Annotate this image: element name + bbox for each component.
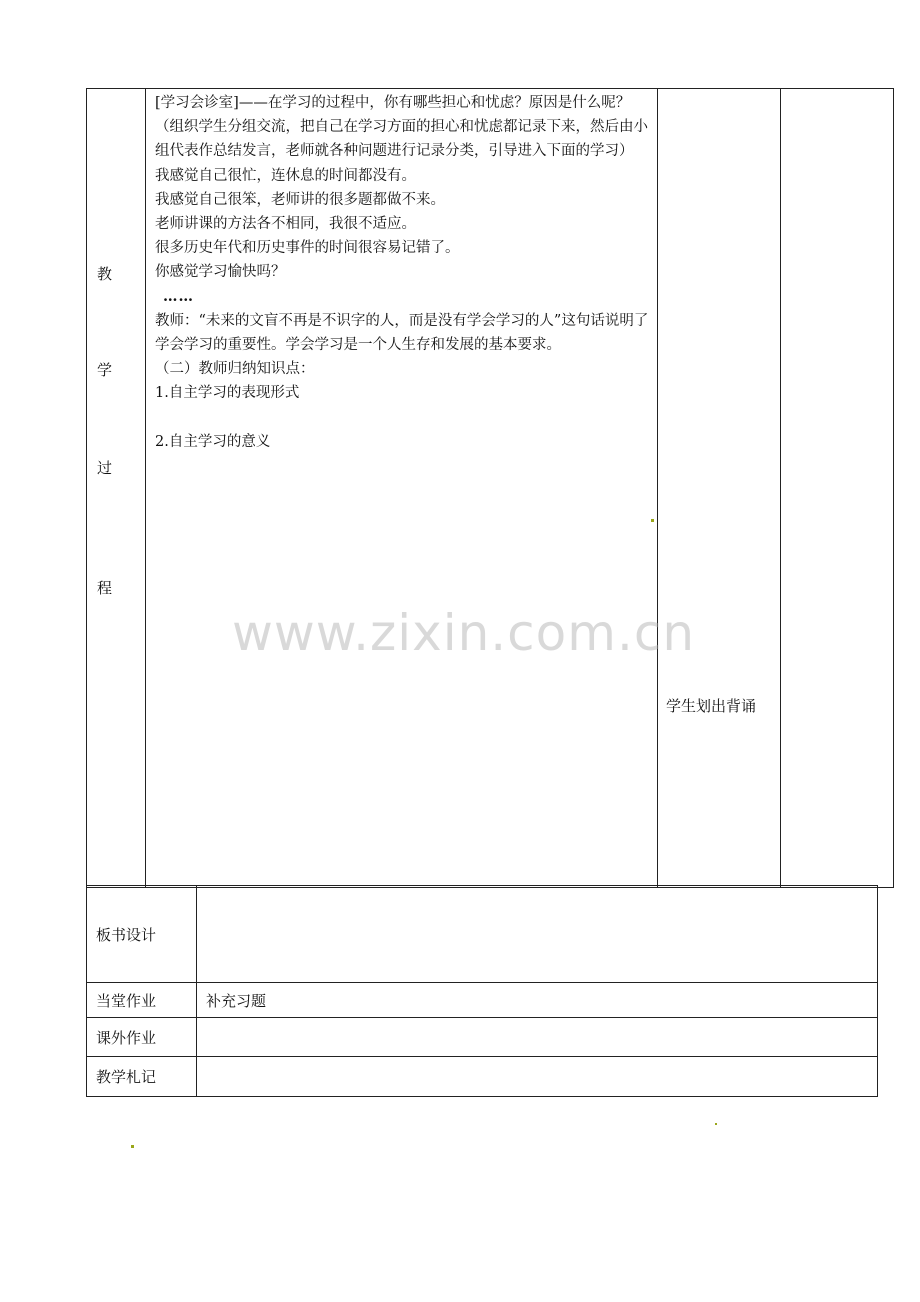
process-content-cell (146, 89, 658, 888)
teaching-notes-value (197, 1057, 878, 1097)
process-label-char-2: 学 (97, 361, 113, 379)
class-homework-row (87, 983, 878, 1018)
board-design-label: 板书设计 (87, 886, 197, 983)
knowledge-point-2: 2.自主学习的意义 (155, 433, 271, 450)
board-design-row (87, 886, 878, 983)
process-row (87, 89, 894, 888)
group-instruction: （组织学生分组交流，把自己在学习方面的担心和忧虑都记录下来，然后由小组代表作总结发言，老师就各种问题进行记录分类，引导进入下面的学习） (155, 119, 648, 160)
lesson-summary-table (86, 885, 878, 1097)
teacher-quote: 教师：“未来的文盲不再是不识字的人，而是没有学会学习的人”这句话说明了学会学习的重要性。学会学习是一个人生存和发展的基本要求。 (155, 312, 649, 354)
extra-homework-label: 课外作业 (87, 1018, 197, 1057)
knowledge-point-1: 1.自主学习的表现形式 (155, 385, 300, 402)
process-label-char-1: 教 (97, 265, 113, 283)
section-heading: [学习会诊室]——在学习的过程中，你有哪些担心和忧虑？原因是什么呢？ (155, 95, 631, 111)
speck-mark (651, 519, 654, 522)
concern-line-3: 老师讲课的方法各不相同，我很不适应。 (155, 216, 416, 233)
process-label-cell (87, 89, 146, 888)
teaching-notes-label: 教学札记 (87, 1057, 197, 1097)
speck-mark (131, 1145, 134, 1148)
ellipsis: …… (163, 287, 194, 305)
concern-line-4: 很多历史年代和历史事件的时间很容易记错了。 (155, 240, 460, 257)
student-activity-note: 学生划出背诵 (666, 697, 757, 715)
extra-homework-value (197, 1018, 878, 1057)
teaching-notes-row (87, 1057, 878, 1097)
lesson-process-table (86, 88, 894, 888)
board-design-value (197, 886, 878, 983)
class-homework-value: 补充习题 (197, 983, 878, 1018)
summary-heading: （二）教师归纳知识点： (155, 361, 315, 378)
watermark: www.zixin.com.cn (232, 604, 696, 662)
process-label-char-4: 程 (97, 579, 113, 597)
process-label-char-3: 过 (97, 459, 113, 477)
concern-line-2: 我感觉自己很笨，老师讲的很多题都做不来。 (155, 191, 445, 208)
concern-line-1: 我感觉自己很忙，连休息的时间都没有。 (155, 167, 416, 184)
extra-homework-row (87, 1018, 878, 1057)
concern-line-5: 你感觉学习愉快吗？ (155, 264, 286, 281)
point-spacer (155, 406, 651, 430)
student-activity-cell (658, 89, 781, 888)
class-homework-label: 当堂作业 (87, 983, 197, 1018)
notes-blank-cell (781, 89, 894, 888)
speck-mark (715, 1123, 717, 1125)
